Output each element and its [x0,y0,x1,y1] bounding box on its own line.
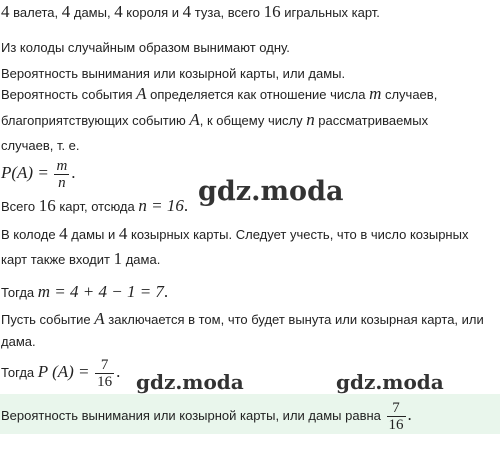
text-line-5: благоприятствующих событию A, к общему числу n рассматриваемых [1,110,429,129]
fraction-7-over-16: $\frac{7}{16}$ [97,357,113,390]
text-line-13: дама. [1,334,36,349]
formula-probability: P(A) = $\frac{m}{n}$ . [1,158,76,191]
text-line-3: Вероятность вынимания или козырной карты, или дамы. [1,66,346,81]
text-line-12: Пусть событие A заключается в том, что будет вынута или козырная карта, или [1,309,484,328]
answer-line: Вероятность вынимания или козырной карты, или дамы равна $\frac{7}{16}$ . [1,400,412,433]
watermark-logo: gdz.moda [136,370,244,394]
text-line-1: 4 валета, 4 дамы, 4 короля и 4 туза, всего 16 игральных карт. [1,2,380,21]
text-line-9: В колоде 4 дамы и 4 козырных карты. Следует учесть, что в число козырных [1,224,469,243]
fraction-m-over-n: $\frac{m}{n}$ [56,158,68,191]
watermark-logo: gdz.moda [336,370,444,394]
text-line-2: Из колоды случайным образом вынимают одну. [1,40,290,55]
text-line-6: случаев, т. е. [1,138,80,153]
text-line-4: Вероятность события A определяется как отношение числа m случаев, [1,84,438,103]
watermark-logo: gdz.moda [198,176,344,207]
answer-fraction: $\frac{7}{16}$ [388,400,404,433]
text-line-8: Всего 16 карт, отсюда n = 16. [1,196,189,215]
formula-result: Тогда P (A) = $\frac{7}{16}$ . [1,357,121,390]
text-line-11: Тогда m = 4 + 4 − 1 = 7. [1,282,169,301]
text-line-10: карт также входит 1 дама. [1,249,161,268]
